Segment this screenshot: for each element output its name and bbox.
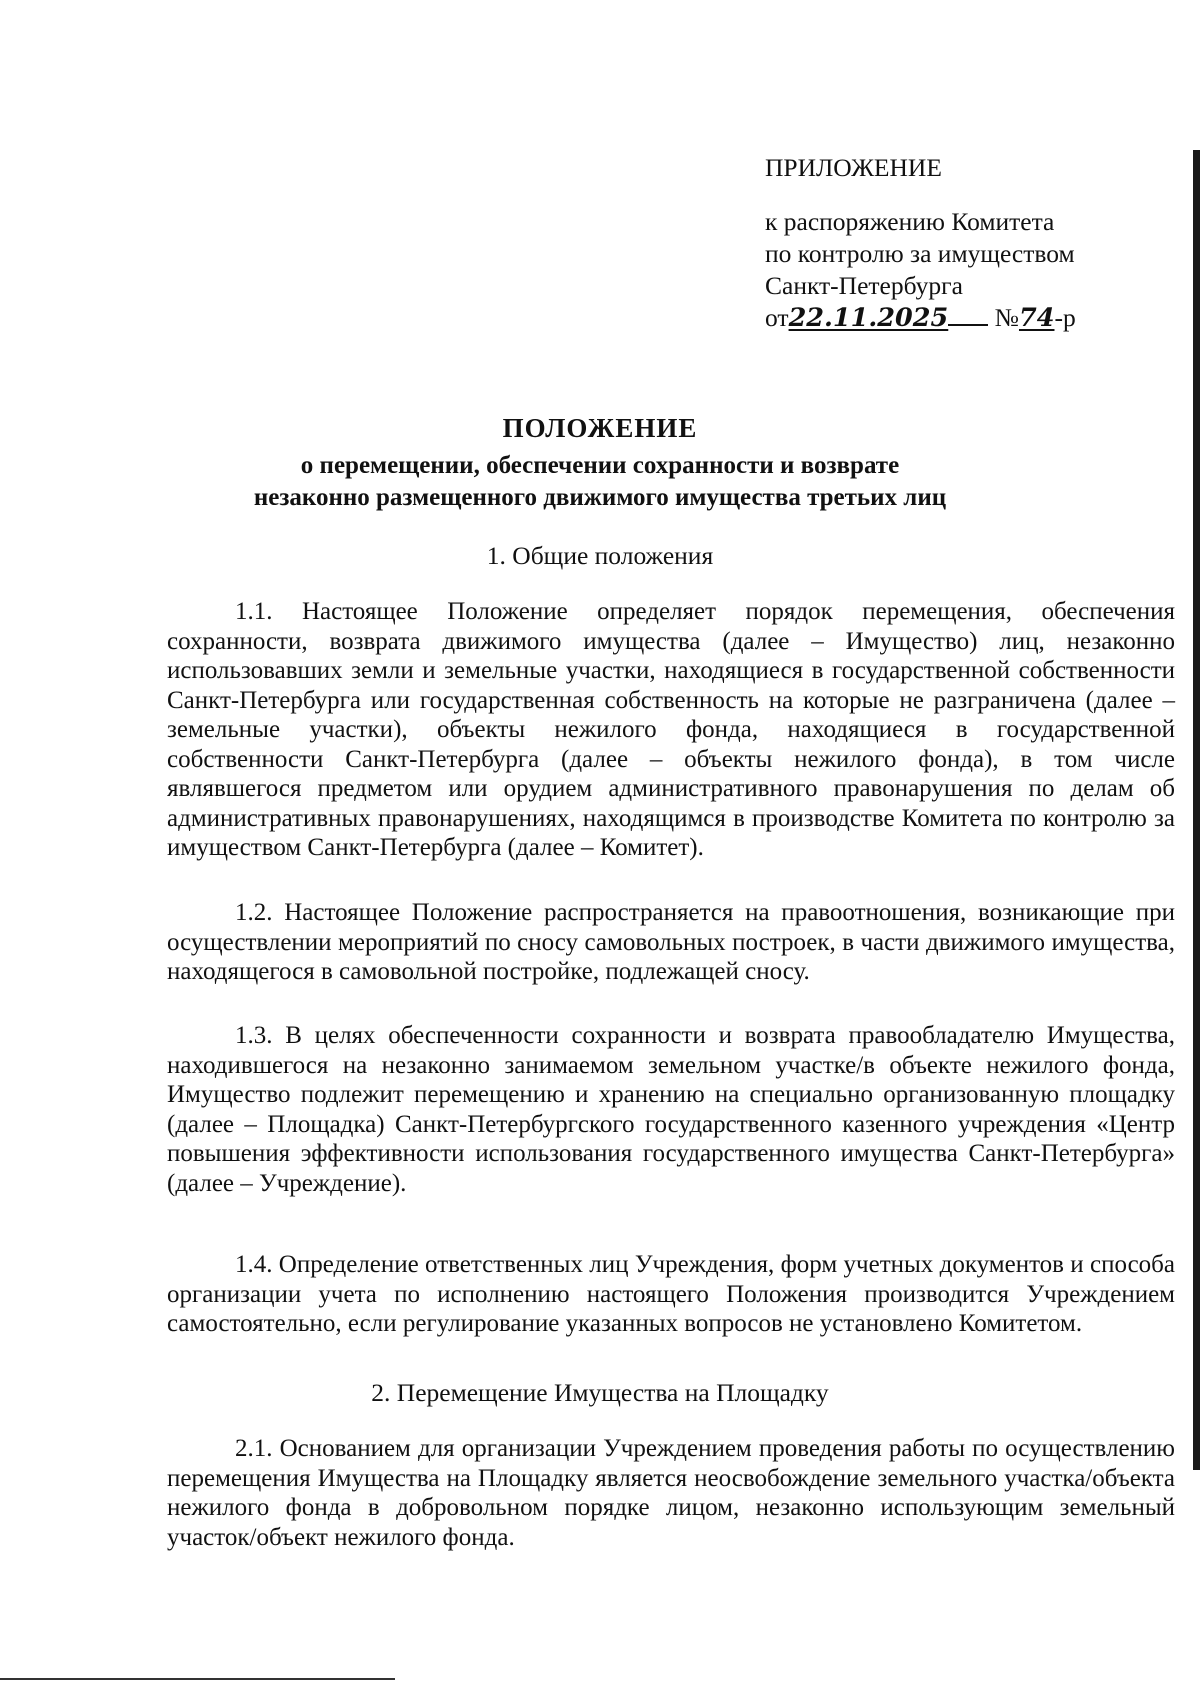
- subtitle-line-1: о перемещении, обеспечении сохранности и возврате: [300, 452, 900, 479]
- paragraph-text: 1.3. В целях обеспеченности сохранности и возврата правообладателю Имущества, находившегося на незаконно занимаемом земельном участке/в объекте нежилого фонда, Имущество подлежит перемещению и хранению на специально организованную площадку (далее – Площадка) Санкт-Петербургского государственного казенного учреждения «Центр повышения эффективности использования государственного имущества Санкт-Петербурга» (далее – Учреждение).: [167, 1022, 1175, 1197]
- document-title: ПОЛОЖЕНИЕ: [502, 413, 698, 443]
- paragraph-2-1: [167, 1434, 1175, 1552]
- paragraph-text: 1.2. Настоящее Положение распространяется на правоотношения, возникающие при осуществлении мероприятий по сносу самовольных построек, в части движимого имущества, находящегося в самовольной постройке, подлежащей сносу.: [167, 899, 1175, 985]
- section-2-heading: 2. Перемещение Имущества на Площадку: [371, 1378, 829, 1407]
- appendix-date-number-line: [765, 302, 1175, 334]
- section-1-heading: 1. Общие положения: [486, 541, 714, 570]
- paragraph-text: 2.1. Основанием для организации Учреждением проведения работы по осуществлению перемещения Имущества на Площадку является неосвобождение земельного участка/объекта нежилого фонда в добровольном порядке лицом, незаконно использующим земельный участок/объект нежилого фонда.: [167, 1435, 1175, 1551]
- paragraph-1-4: [167, 1250, 1175, 1339]
- appendix-line-2: по контролю за имуществом: [765, 239, 1075, 268]
- paragraph-1-2: [167, 898, 1175, 987]
- paragraph-1-3: [167, 1021, 1175, 1198]
- scan-page-edge: [1193, 150, 1200, 1470]
- date-blank-line: [948, 324, 988, 326]
- number-prefix: №: [994, 303, 1019, 332]
- appendix-block: [765, 152, 1175, 334]
- appendix-caption: ПРИЛОЖЕНИЕ: [765, 153, 942, 182]
- appendix-line-3: Санкт-Петербурга: [765, 271, 963, 300]
- paragraph-text: 1.1. Настоящее Положение определяет порядок перемещения, обеспечения сохранности, возврата движимого имущества (далее – Имущество) лиц, незаконно использовавших земли и земельные участки, находящиеся в государственной собственности Санкт-Петербурга или государственная собственность на которые не разграничена (далее – земельные участки), объекты нежилого фонда, находящиеся в государственной собственности Санкт-Петербурга (далее – объекты нежилого фонда), в том числе являвшегося предметом или орудием административного правонарушения по делам об административных правонарушениях, находящимся в производстве Комитета по контролю за имуществом Санкт-Петербурга (далее – Комитет).: [167, 598, 1175, 861]
- subtitle-line-2: незаконно размещенного движимого имущества третьих лиц: [253, 484, 947, 511]
- footer-separator-line: [0, 1678, 395, 1680]
- handwritten-date: 22.11.2025: [788, 303, 949, 333]
- date-prefix: от: [765, 303, 789, 332]
- paragraph-text: 1.4. Определение ответственных лиц Учреждения, форм учетных документов и способа организации учета по исполнению настоящего Положения производится Учреждением самостоятельно, если регулирование указанных вопросов не установлено Комитетом.: [167, 1251, 1175, 1337]
- document-subtitle: [0, 450, 1200, 514]
- paragraph-1-1: [167, 597, 1175, 863]
- number-suffix: -р: [1054, 303, 1076, 332]
- appendix-line-1: к распоряжению Комитета: [765, 207, 1055, 236]
- handwritten-number: 74: [1018, 303, 1055, 333]
